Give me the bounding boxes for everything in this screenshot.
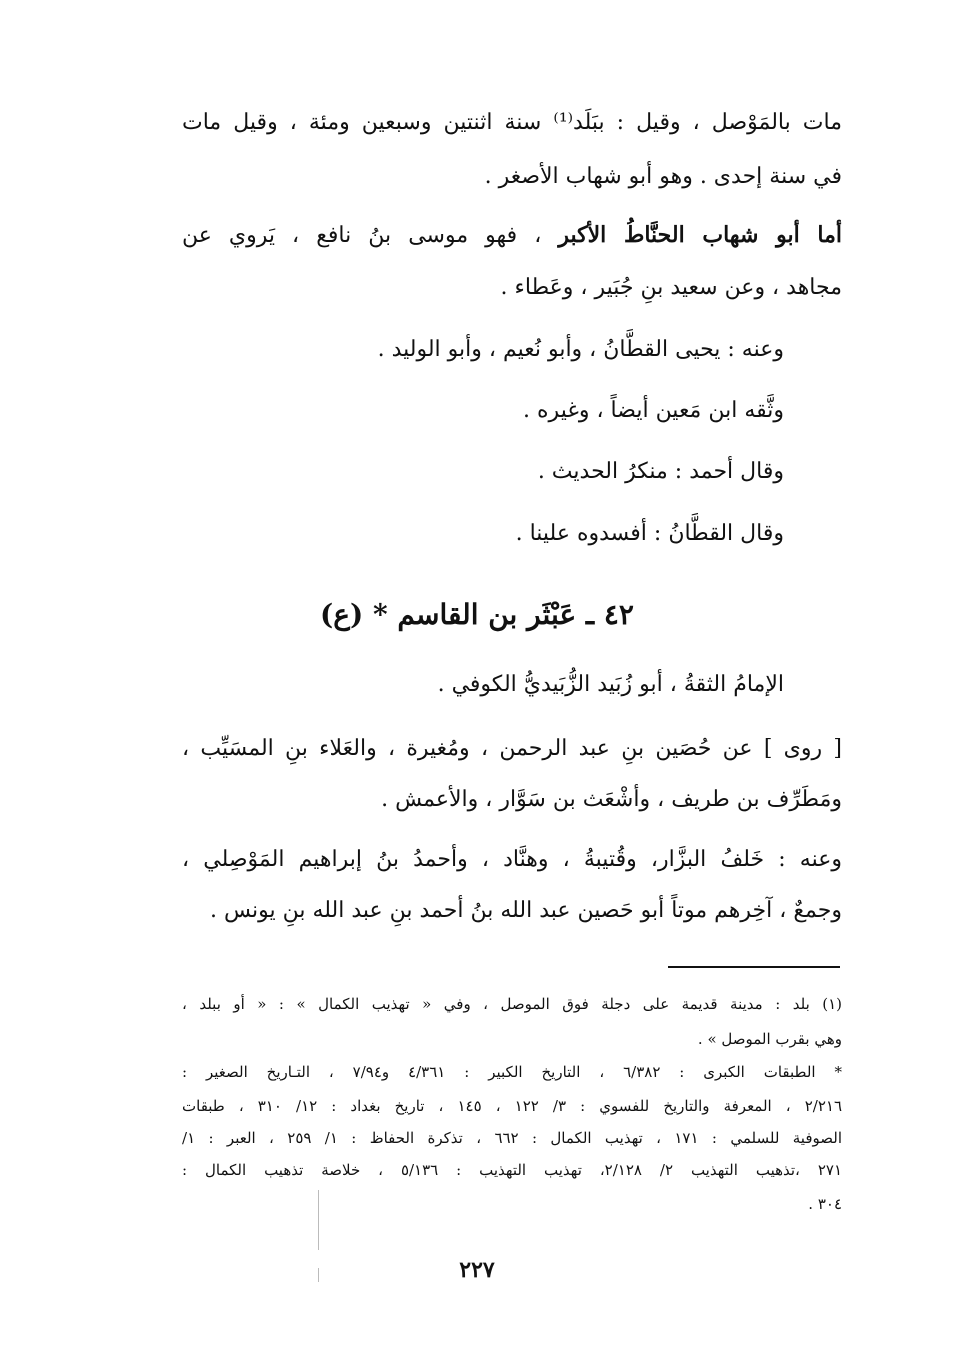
- text-line: ومَطَرِّف بن طريف ، وأشْعَث بن سَوَّار ، والأعمش .: [381, 787, 842, 812]
- text-line: الإمامُ الثقةُ ، أبو زُبَيد الزُّبَيديُّ الكوفي .: [437, 672, 784, 697]
- text-line: وقال أحمد : منكرُ الحديث .: [537, 459, 784, 484]
- text-line: وثَّقه ابن مَعين أيضاً ، وغيره .: [523, 398, 784, 423]
- text-line: [ روى ] عن حُصَين بنِ عبد الرحمن ، ومُغيرة ، والعَلاء بنِ المسَيِّب ،: [182, 736, 842, 761]
- text-line: وعنه : خَلفُ البزَّار، وقُتيبةُ ، وهنَّاد ، وأحمدُ بنُ إبراهيم المَوْصِلي ،: [182, 847, 842, 872]
- text-line: مجاهد ، وعن سعيد بنِ جُبَير ، وعَطاء .: [500, 275, 842, 300]
- footnote-line: ٣٠٤ .: [808, 1195, 842, 1213]
- section-name-bold: أما أبو شهاب الحنَّاطُ الأكبر: [558, 222, 842, 248]
- page-number: ٢٢٧: [459, 1257, 495, 1283]
- text-run: ، فهو موسى بنُ نافع ، يَروي عن: [182, 223, 559, 248]
- text-line: وقال القطَّانُ : أفسدوه علينا .: [515, 521, 784, 546]
- footnote-line: * الطبقات الكبرى : ٦/٣٨٢ ، التاريخ الكبير : ٤/٣٦١ و٧/٩٤ ، التـاريخ الصغير :: [182, 1063, 842, 1081]
- footnote-divider: [668, 966, 840, 968]
- footnote-line: الصوفية للسلمي : ١٧١ ، تهذيب الكمال : ٦٦٢ ، تذكرة الحفاظ : ١/ ٢٥٩ ، العبر : ١/: [182, 1129, 842, 1147]
- text-line: وجمعٌ ، آخِرهم موتاً أبو حَصين عبد الله بنُ أحمد بنِ عبد الله بنِ يونس .: [209, 898, 842, 923]
- text-line: في سنة إحدى . وهو أبو شهاب الأصغر .: [484, 164, 842, 189]
- text-line: [182, 218, 842, 253]
- entry-heading: ٤٢ ـ عَبْثَر بن القاسم * (ع): [320, 598, 634, 631]
- scan-artifact-line: [318, 1190, 319, 1250]
- text-line: مات بالمَوْصل ، وقيل : ببَلَد⁽¹⁾ سنة اثنتين وسبعين ومئة ، وقيل مات: [182, 110, 842, 135]
- footnote-line: ٢/٢١٦ ، المعرفة والتاريخ للفسوي : ٣/ ١٢٢ ، ١٤٥ ، تاريخ بغداد : ١٢/ ٣١٠ ، طبقات: [182, 1097, 842, 1115]
- footnote-line: وهي بقرب الموصل » .: [697, 1030, 842, 1048]
- footnote-line: ٢٧١ ،تذهيب التهذيب ٢/ ٢/١٢٨، تهذيب التهذيب : ٥/١٣٦ ، خلاصة تذهيب الكمال :: [182, 1161, 842, 1179]
- text-line: وعنه : يحيى القطَّانُ ، وأبو نُعيم ، وأبو الوليد .: [377, 337, 784, 362]
- footnote-line: (١) بلد : مدينة قديمة على دجلة فوق الموصل ، وفي « تهذيب الكمال » : « أو ببلد ،: [182, 995, 842, 1013]
